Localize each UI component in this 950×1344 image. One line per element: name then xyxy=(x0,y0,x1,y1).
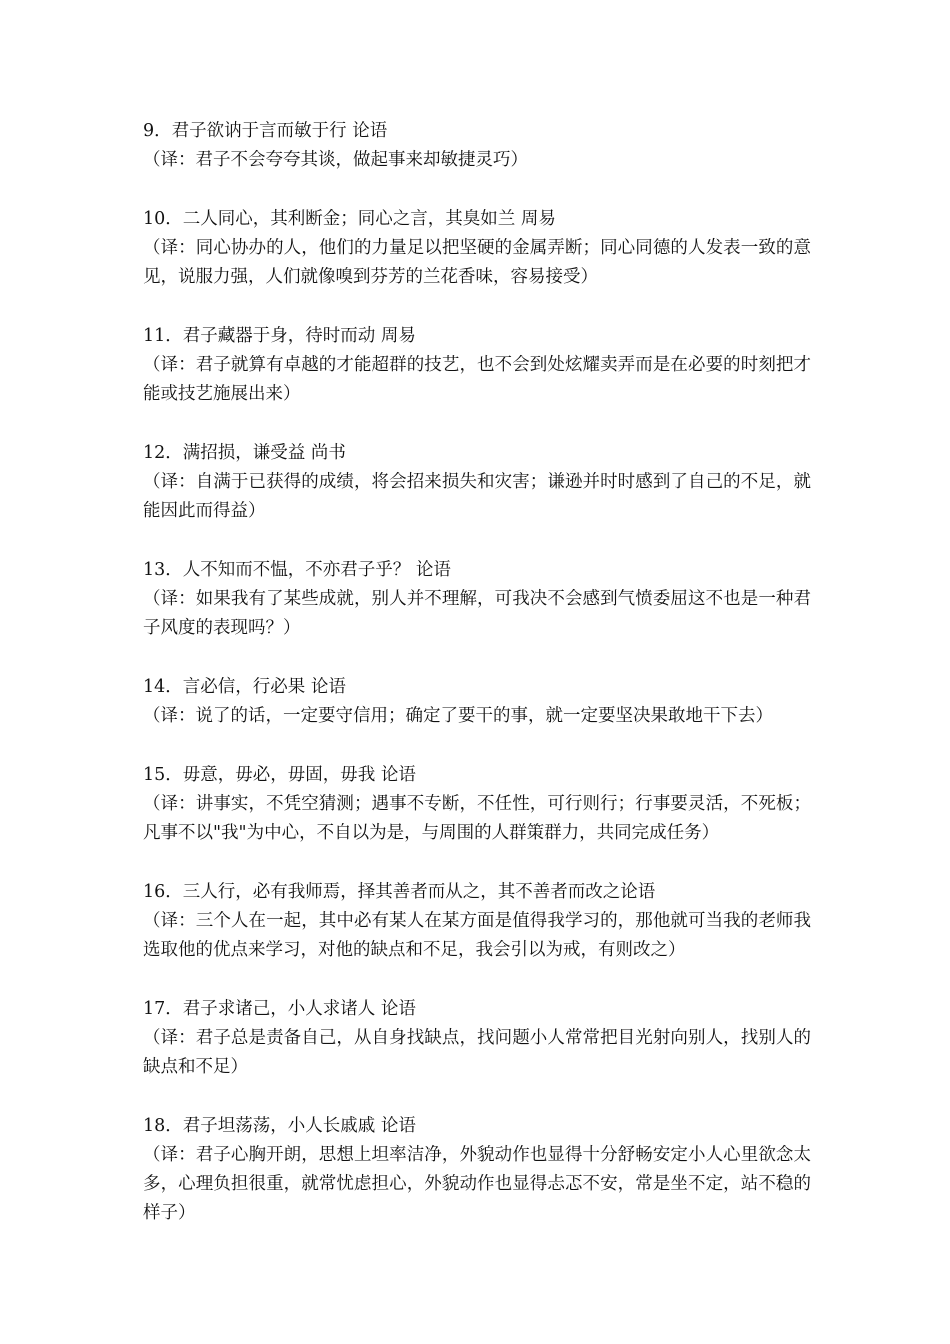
quote-heading: 13．人不知而不愠，不亦君子乎？ 论语 xyxy=(143,560,451,580)
quote-entry-12 xyxy=(143,439,811,526)
quote-heading: 15．毋意，毋必，毋固，毋我 论语 xyxy=(143,765,416,785)
quote-heading: 9．君子欲讷于言而敏于行 论语 xyxy=(143,121,388,141)
quote-heading: 11．君子藏器于身，待时而动 周易 xyxy=(143,326,416,346)
quote-entry-13 xyxy=(143,556,811,643)
quote-entry-16 xyxy=(143,878,811,965)
quote-heading: 10．二人同心，其利断金；同心之言，其臭如兰 周易 xyxy=(143,209,556,229)
document-body xyxy=(143,117,811,1258)
quote-translation: （译：说了的话，一定要守信用；确定了要干的事，就一定要坚决果敢地干下去） xyxy=(143,706,773,726)
quote-translation: （译：三个人在一起，其中必有某人在某方面是值得我学习的，那他就可当我的老师我选取他的优点来学习，对他的缺点和不足，我会引以为戒，有则改之） xyxy=(143,911,811,960)
quote-translation: （译：君子就算有卓越的才能超群的技艺，也不会到处炫耀卖弄而是在必要的时刻把才能或技艺施展出来） xyxy=(143,355,811,404)
quote-entry-17 xyxy=(143,995,811,1082)
quote-entry-14 xyxy=(143,673,811,731)
quote-entry-15 xyxy=(143,761,811,848)
quote-heading: 12．满招损，谦受益 尚书 xyxy=(143,443,346,463)
quote-entry-11 xyxy=(143,322,811,409)
quote-translation: （译：自满于已获得的成绩，将会招来损失和灾害；谦逊并时时感到了自己的不足，就能因此而得益） xyxy=(143,472,811,521)
quote-translation: （译：君子总是责备自己，从自身找缺点，找问题小人常常把目光射向别人，找别人的缺点和不足） xyxy=(143,1028,811,1077)
quote-entry-9 xyxy=(143,117,811,175)
quote-translation: （译：如果我有了某些成就，别人并不理解，可我决不会感到气愤委屈这不也是一种君子风度的表现吗？） xyxy=(143,589,811,638)
quote-translation: （译：君子心胸开朗，思想上坦率洁净，外貌动作也显得十分舒畅安定小人心里欲念太多，心理负担很重，就常忧虑担心，外貌动作也显得忐忑不安，常是坐不定，站不稳的样子） xyxy=(143,1145,811,1223)
quote-heading: 14．言必信，行必果 论语 xyxy=(143,677,346,697)
quote-translation: （译：讲事实，不凭空猜测；遇事不专断，不任性，可行则行；行事要灵活，不死板；凡事不以"我"为中心，不自以为是，与周围的人群策群力，共同完成任务） xyxy=(143,794,811,843)
quote-heading: 17．君子求诸己，小人求诸人 论语 xyxy=(143,999,416,1019)
quote-translation: （译：同心协办的人，他们的力量足以把坚硬的金属弄断；同心同德的人发表一致的意见，说服力强，人们就像嗅到芬芳的兰花香味，容易接受） xyxy=(143,238,811,287)
quote-heading: 16．三人行，必有我师焉，择其善者而从之，其不善者而改之论语 xyxy=(143,882,656,902)
quote-entry-10 xyxy=(143,205,811,292)
quote-heading: 18．君子坦荡荡，小人长戚戚 论语 xyxy=(143,1116,416,1136)
quote-translation: （译：君子不会夸夸其谈，做起事来却敏捷灵巧） xyxy=(143,150,528,170)
quote-entry-18 xyxy=(143,1112,811,1228)
